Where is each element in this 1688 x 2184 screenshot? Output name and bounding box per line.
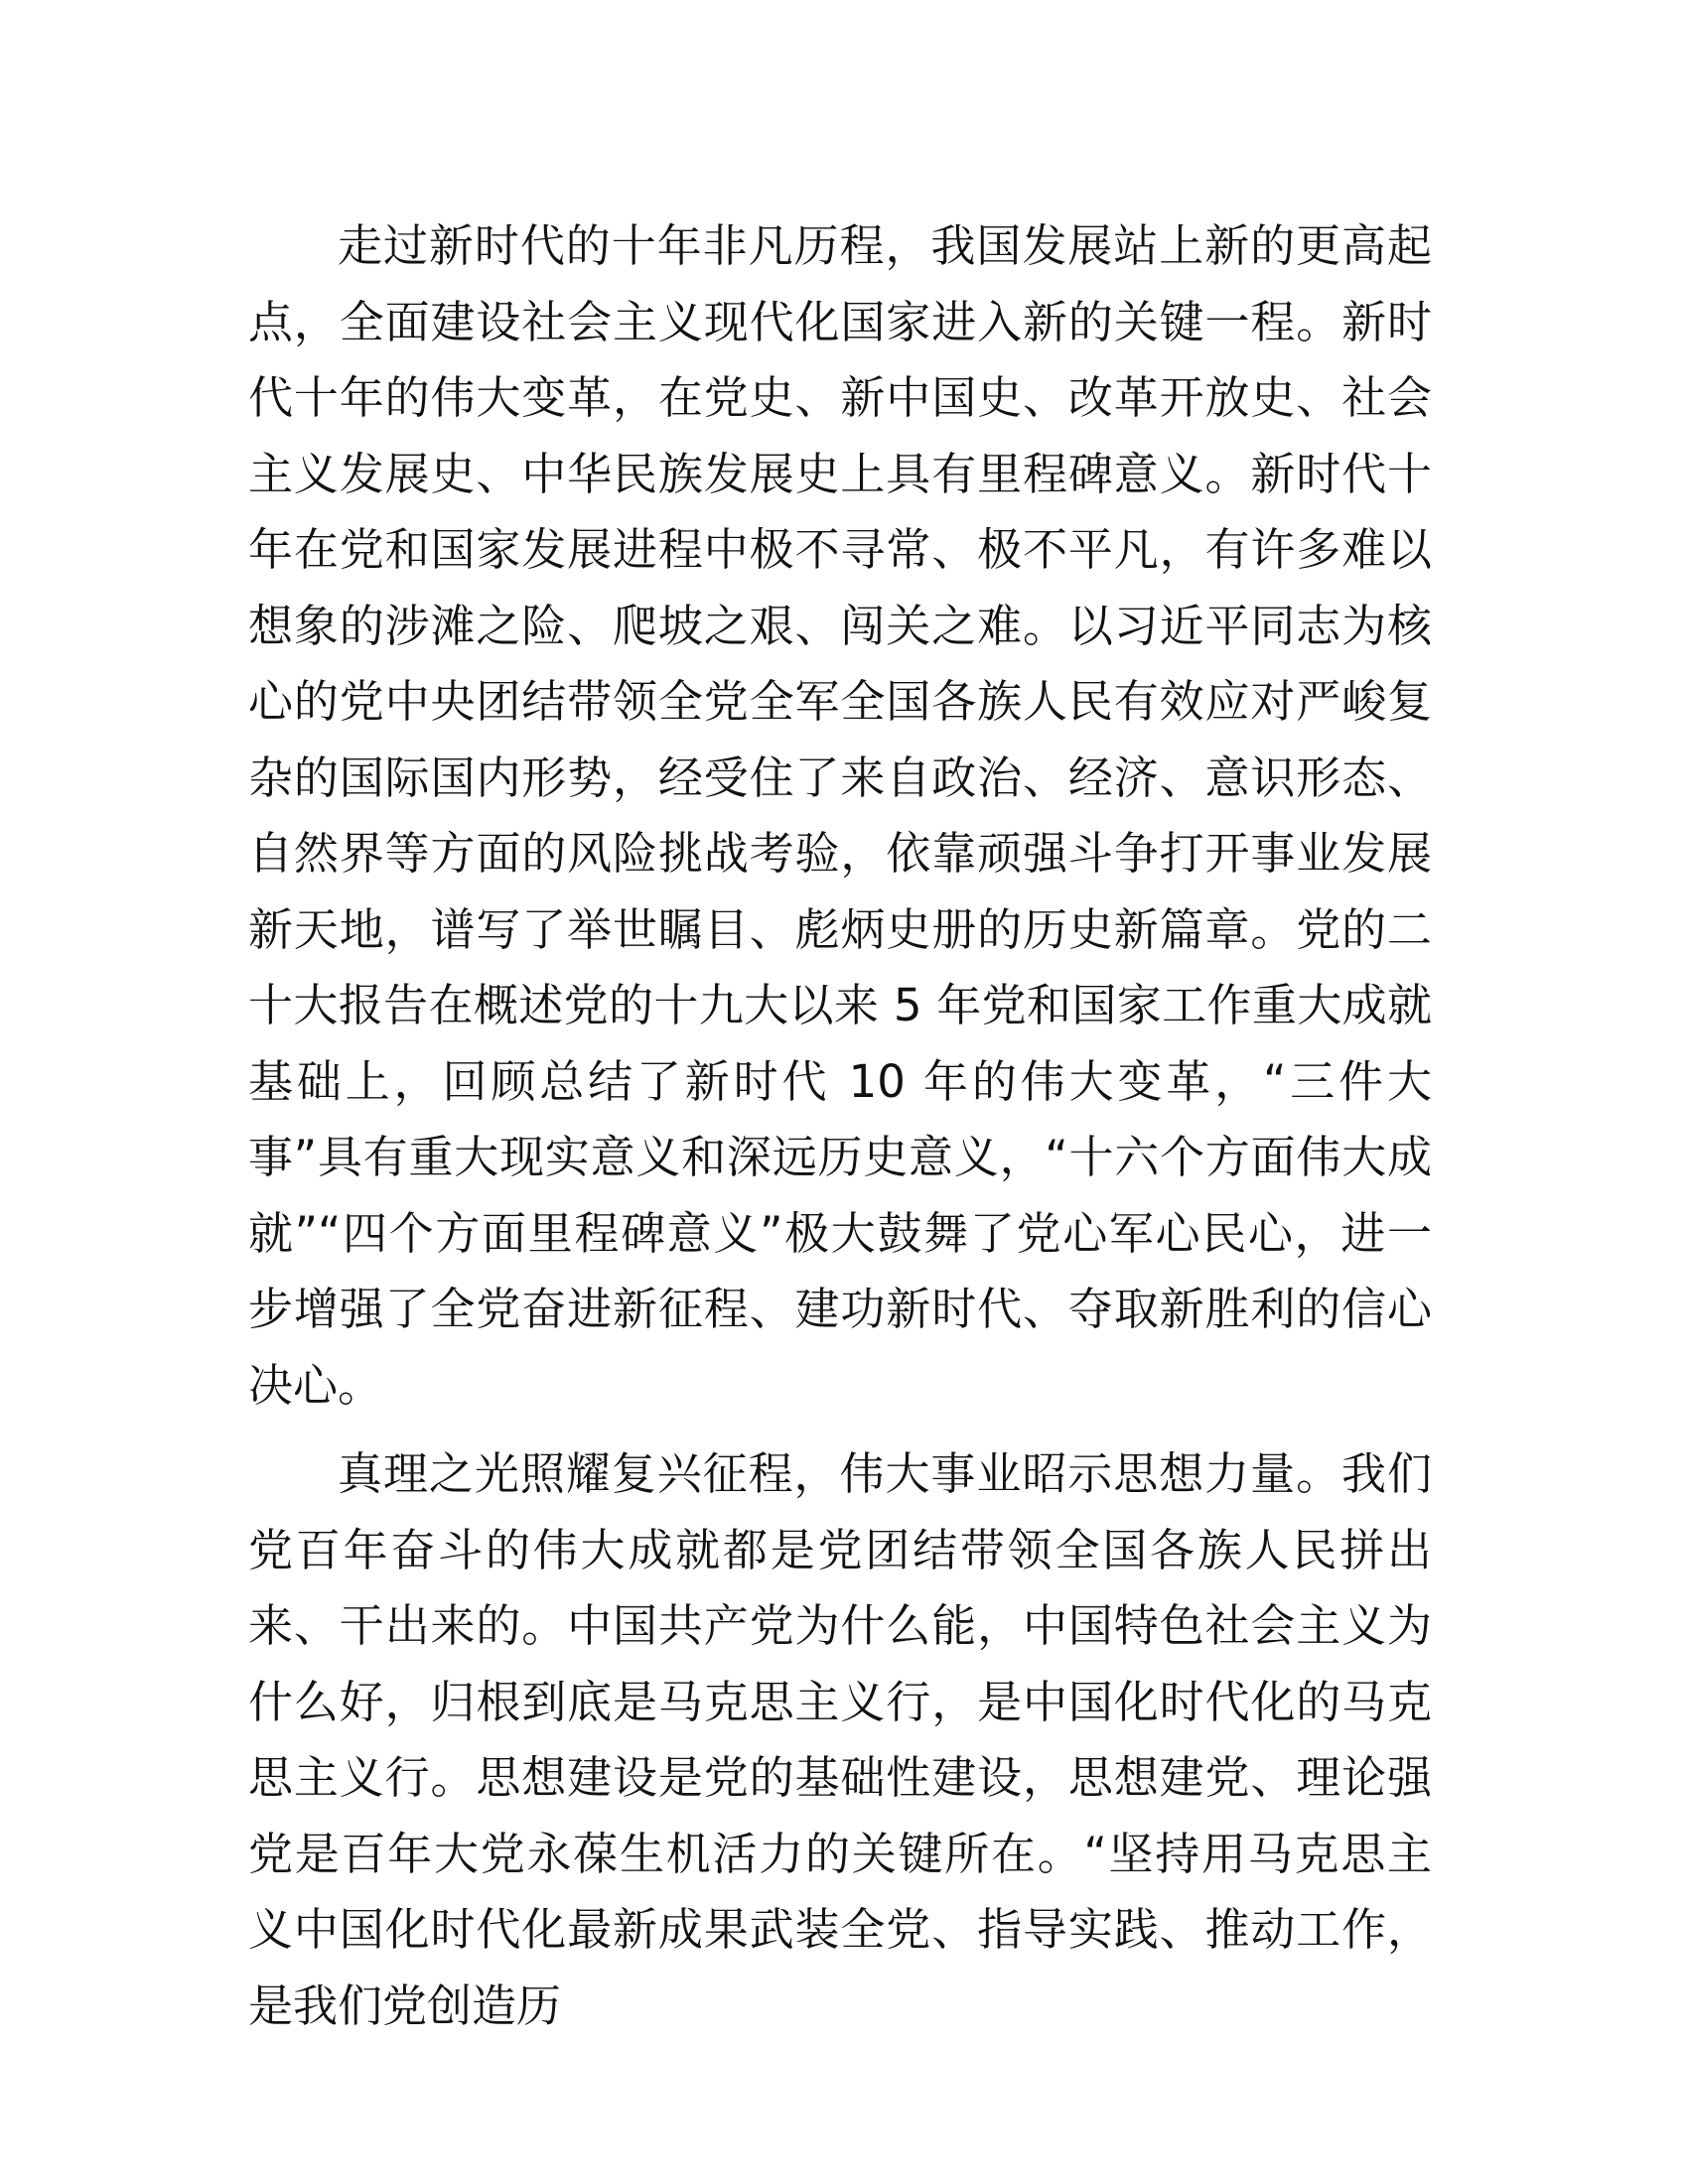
paragraph-1: 走过新时代的十年非凡历程，我国发展站上新的更高起点，全面建设社会主义现代化国家进入新的关键一程。新时代十年的伟大变革，在党史、新中国史、改革开放史、社会主义发展史、中华民族发展史上具有里程碑意义。新时代十年在党和国家发展进程中极不寻常、极不平凡，有许多难以想象的涉滩之险、爬坡之艰、闯关之难。以习近平同志为核心的党中央团结带领全党全军全国各族人民有效应对严峻复杂的国际国内形势，经受住了来自政治、经济、意识形态、自然界等方面的风险挑战考验，依靠顽强斗争打开事业发展新天地，谱写了举世瞩目、彪炳史册的历史新篇章。党的二十大报告在概述党的十九大以来 5 年党和国家工作重大成就基础上，回顾总结了新时代 10 年的伟大变革，“三件大事”具有重大现实意义和深远历史意义，“十六个方面伟大成就”“四个方面里程碑意义”极大鼓舞了党心军心民心，进一步增强了全党奋进新征程、建功新时代、夺取新胜利的信心决心。	[248, 219, 1432, 1412]
paragraph-2: 真理之光照耀复兴征程，伟大事业昭示思想力量。我们党百年奋斗的伟大成就都是党团结带领全国各族人民拼出来、干出来的。中国共产党为什么能，中国特色社会主义为什么好，归根到底是马克思主义行，是中国化时代化的马克思主义行。思想建设是党的基础性建设，思想建党、理论强党是百年大党永葆生机活力的关键所在。“坚持用马克思主义中国化时代化最新成果武装全党、指导实践、推动工作，是我们党创造历	[248, 1447, 1432, 2032]
document-body	[248, 208, 1432, 2044]
